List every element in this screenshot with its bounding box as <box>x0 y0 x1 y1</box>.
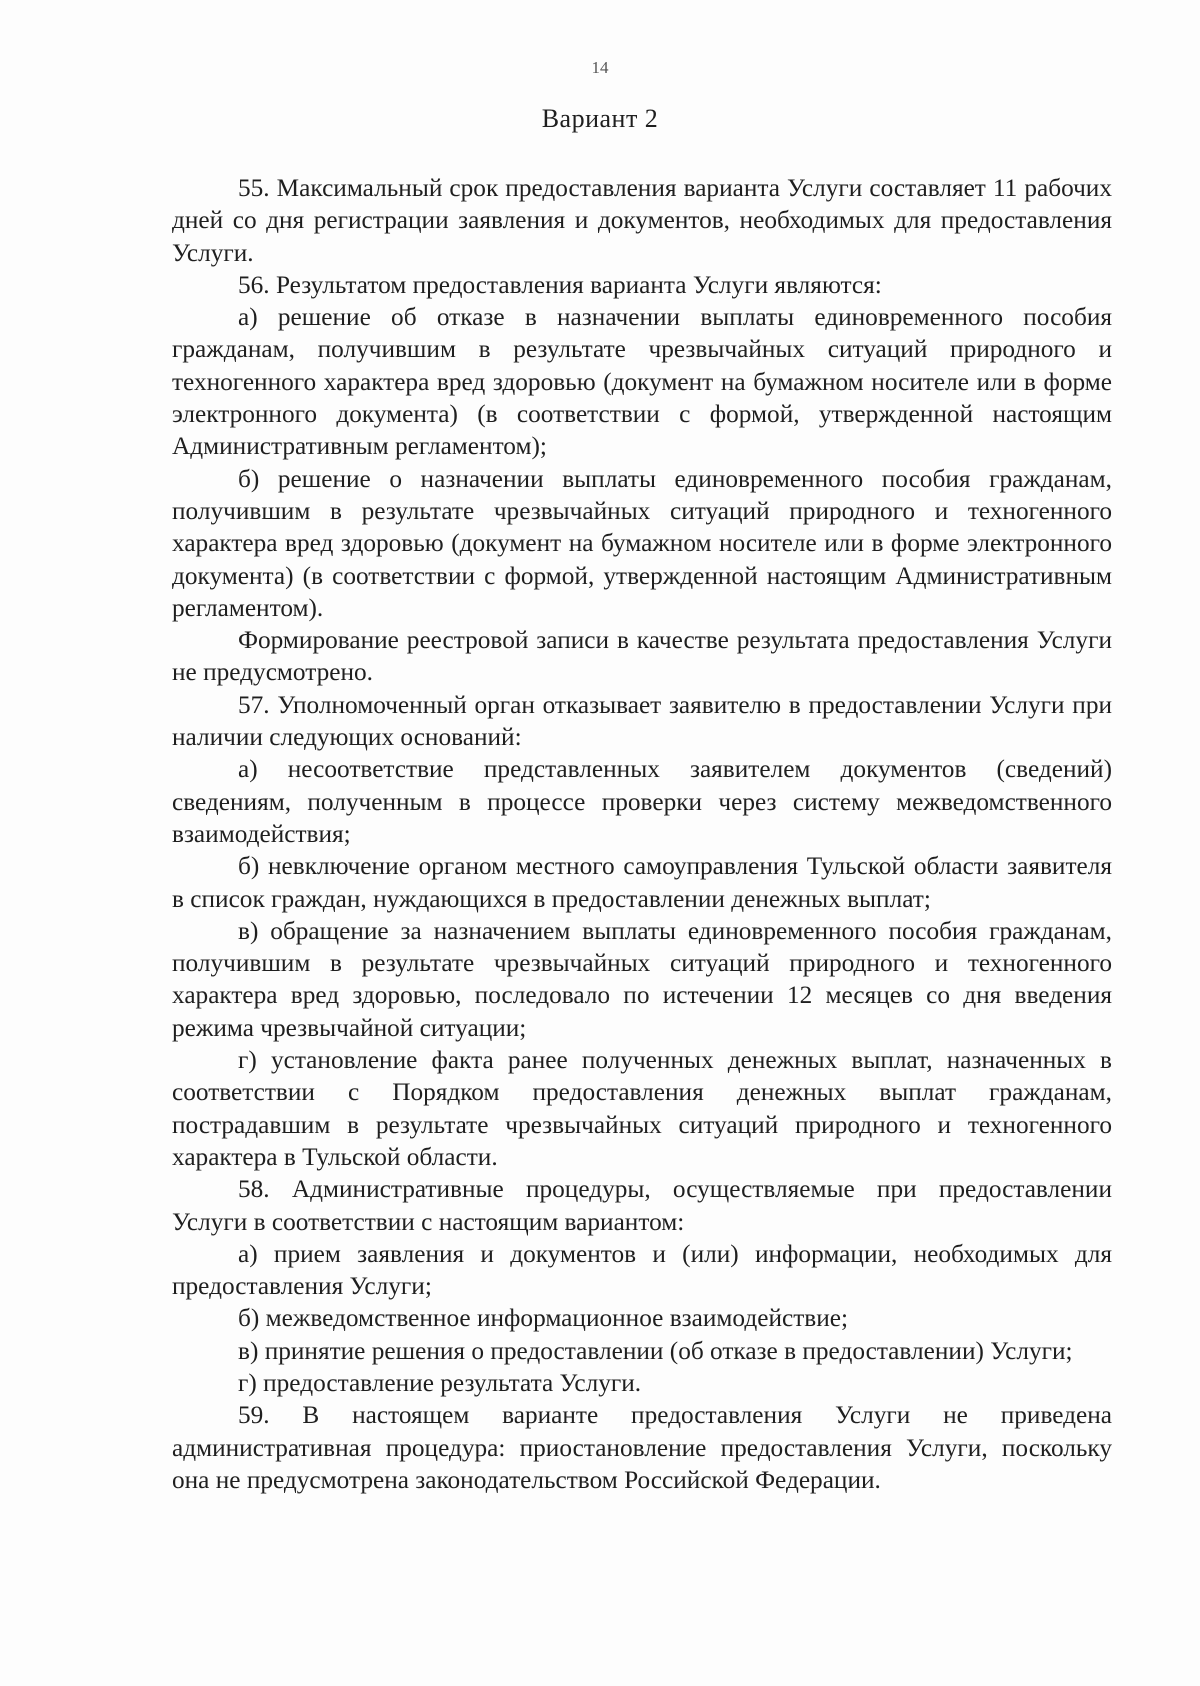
paragraph-58-b: б) межведомственное информационное взаимодействие; <box>238 1304 849 1333</box>
paragraph-58-g: г) предоставление результата Услуги. <box>238 1368 642 1397</box>
paragraph-57: 57. Уполномоченный орган отказывает заявителю в предоставлении Услуги при наличии следующих оснований: <box>172 690 1112 752</box>
paragraph-57-g: г) установление факта ранее полученных денежных выплат, назначенных в соответствии с Порядком предоставления денежных выплат гражданам, пострадавшим в результате чрезвычайных ситуаций природного и техногенного характера в Тульской области. <box>172 1046 1112 1171</box>
paragraph-registry-note: Формирование реестровой записи в качестве результата предоставления Услуги не предусмотрено. <box>172 626 1112 687</box>
paragraph-56-a: а) решение об отказе в назначении выплаты единовременного пособия гражданам, получившим в результате чрезвычайных ситуаций природного и техногенного характера вред здоровью (документ на бумажном носителе или в форме электронного документа) (в соответствии с формой, утвержденной настоящим Административным регламентом); <box>172 303 1112 461</box>
paragraph-55: 55. Максимальный срок предоставления варианта Услуги составляет 11 рабочих дней со дня регистрации заявления и документов, необходимых для предоставления Услуги. <box>172 174 1112 267</box>
paragraph-59: 59. В настоящем варианте предоставления Услуги не приведена административная процедура: приостановление предоставления Услуги, поскольку она не предусмотрена законодательством Российской Федерации. <box>172 1401 1112 1494</box>
paragraph-58-v: в) принятие решения о предоставлении (об отказе в предоставлении) Услуги; <box>238 1336 1073 1365</box>
paragraph-58-a: а) прием заявления и документов и (или) информации, необходимых для предоставления Услуги; <box>172 1239 1112 1301</box>
section-title: Вариант 2 <box>541 104 659 133</box>
paragraph-57-b: б) невключение органом местного самоуправления Тульской области заявителя в список граждан, нуждающихся в предоставлении денежных выплат; <box>172 852 1112 913</box>
paragraph-57-a: а) несоответствие представленных заявителем документов (сведений) сведениям, полученным в процессе проверки через систему межведомственного взаимодействия; <box>172 755 1112 848</box>
page-number: 14 <box>591 58 609 77</box>
paragraph-57-v: в) обращение за назначением выплаты единовременного пособия гражданам, получившим в результате чрезвычайных ситуаций природного и техногенного характера вред здоровью, последовало по истечении 12 месяцев со дня введения режима чрезвычайной ситуации; <box>172 916 1112 1042</box>
paragraph-58: 58. Административные процедуры, осуществляемые при предоставлении Услуги в соответствии с настоящим вариантом: <box>172 1175 1112 1236</box>
paragraph-56: 56. Результатом предоставления варианта Услуги являются: <box>238 270 882 299</box>
paragraph-56-b: б) решение о назначении выплаты единовременного пособия гражданам, получившим в результате чрезвычайных ситуаций природного и техногенного характера вред здоровью (документ на бумажном носителе или в форме электронного документа) (в соответствии с формой, утвержденной настоящим Административным регламентом). <box>172 464 1112 622</box>
document-body <box>172 172 1112 1496</box>
